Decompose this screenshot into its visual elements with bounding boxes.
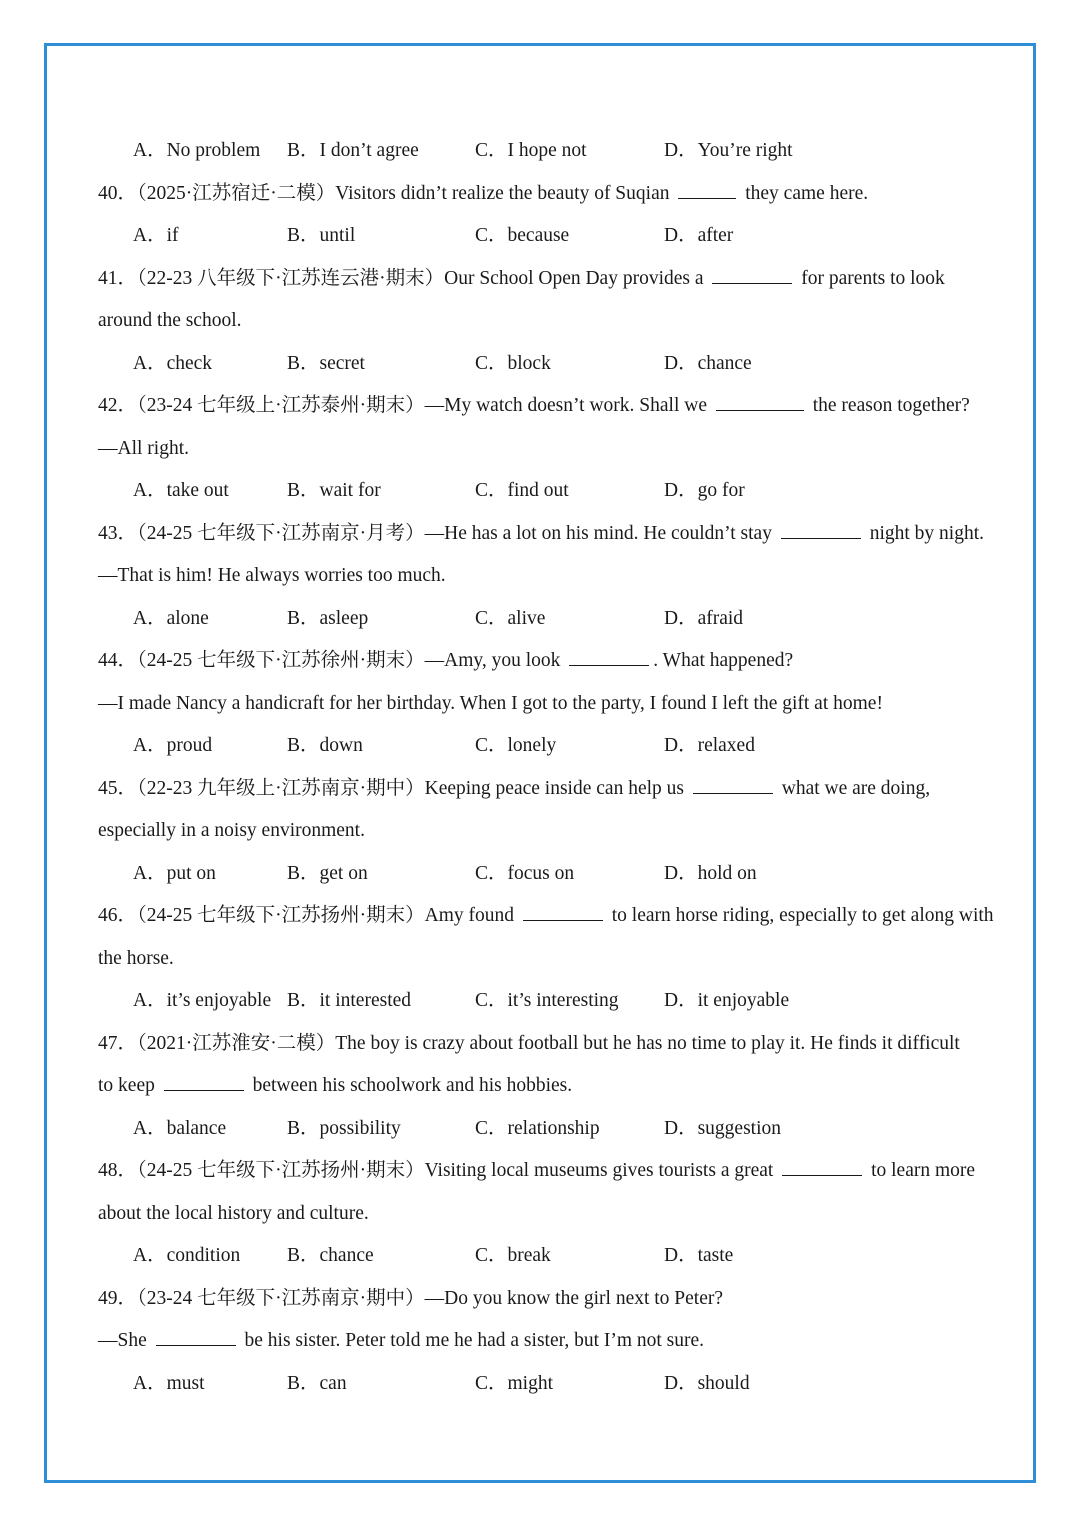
question-text: for parents to look (796, 267, 945, 289)
question-text: （24-25 七年级下·江苏扬州·期末）Visiting local museums gives tourists a great (137, 1160, 779, 1181)
question-stem (98, 768, 988, 811)
question-text: to keep (98, 1075, 160, 1096)
question-item (98, 385, 988, 513)
option-c[interactable]: C．alive (475, 607, 546, 629)
option-a[interactable]: A．put on (133, 862, 216, 884)
question-text: （23-24 七年级下·江苏南京·期中）—Do you know the girl next to Peter? (137, 1287, 724, 1309)
question-text: be his sister. Peter told me he had a sister, but I’m not sure. (239, 1330, 705, 1351)
options-row (98, 343, 988, 386)
option-c[interactable]: C．I hope not (475, 140, 587, 161)
options-row (98, 853, 988, 896)
option-c[interactable]: C．focus on (475, 862, 575, 884)
question-stem (98, 173, 988, 216)
answer-blank[interactable] (781, 520, 861, 539)
options-row (98, 215, 988, 258)
question-number: 46． (98, 905, 138, 926)
question-item (98, 1150, 988, 1278)
question-item (98, 640, 988, 768)
question-text: around the school. (98, 310, 242, 331)
option-d[interactable]: D．taste (664, 1245, 734, 1266)
option-d[interactable]: D．relaxed (664, 735, 755, 756)
question-text: —She (98, 1330, 152, 1351)
option-b[interactable]: B．secret (287, 352, 365, 374)
option-c[interactable]: C．find out (475, 480, 569, 501)
option-d[interactable]: D．suggestion (664, 1117, 782, 1139)
answer-blank[interactable] (716, 392, 804, 411)
option-b[interactable]: B．possibility (287, 1117, 401, 1139)
question-text: （24-25 七年级下·江苏扬州·期末）Amy found (137, 905, 519, 926)
question-text: （24-25 七年级下·江苏徐州·期末）—Amy, you look (137, 650, 566, 671)
question-stem-continued (98, 555, 988, 598)
option-a[interactable]: A．No problem (133, 140, 261, 161)
option-a[interactable]: A．if (133, 225, 179, 246)
option-d[interactable]: D．should (664, 1372, 750, 1394)
answer-blank[interactable] (782, 1157, 862, 1176)
option-b[interactable]: B．asleep (287, 607, 369, 629)
question-number: 45． (98, 777, 138, 799)
options-row (98, 470, 988, 513)
question-text: —All right. (98, 437, 189, 459)
answer-blank[interactable] (523, 902, 603, 921)
question-stem-continued (98, 428, 988, 471)
question-item (98, 258, 988, 386)
option-b[interactable]: B．can (287, 1372, 347, 1394)
question-text: （2025·江苏宿迁·二模）Visitors didn’t realize the beauty of Suqian (137, 182, 675, 204)
question-text: night by night. (864, 522, 985, 544)
option-b[interactable]: B．down (287, 735, 363, 756)
question-text: —I made Nancy a handicraft for her birthday. When I got to the party, I found I left the gift at home! (98, 692, 883, 714)
question-stem (98, 1023, 988, 1066)
option-c[interactable]: C．block (475, 352, 551, 374)
answer-blank[interactable] (678, 180, 736, 199)
question-number: 41． (98, 267, 138, 289)
question-stem-continued (98, 938, 988, 981)
question-text: （22-23 八年级下·江苏连云港·期末）Our School Open Day provides a (137, 267, 709, 289)
question-stem (98, 385, 988, 428)
option-b[interactable]: B．until (287, 225, 356, 246)
option-d[interactable]: D．go for (664, 480, 745, 501)
option-d[interactable]: D．after (664, 225, 734, 246)
question-text: （22-23 九年级上·江苏南京·期中）Keeping peace inside can help us (137, 777, 689, 799)
answer-blank[interactable] (693, 775, 773, 794)
question-number: 43． (98, 522, 138, 544)
question-list (98, 130, 994, 1405)
option-d[interactable]: D．it enjoyable (664, 990, 790, 1011)
question-text: what we are doing, (776, 777, 931, 799)
options-row (98, 1235, 988, 1278)
question-stem (98, 895, 994, 938)
option-c[interactable]: C．break (475, 1245, 551, 1266)
question-stem (98, 258, 988, 301)
option-d[interactable]: D．chance (664, 352, 752, 374)
question-number: 44． (98, 650, 138, 671)
question-text: to learn horse riding, especially to get along with (606, 905, 994, 926)
question-number: 42． (98, 395, 138, 416)
option-c[interactable]: C．relationship (475, 1117, 600, 1139)
option-a[interactable]: A．check (133, 352, 213, 374)
question-text: —That is him! He always worries too much. (98, 565, 446, 586)
option-c[interactable]: C．might (475, 1372, 554, 1394)
option-a[interactable]: A．alone (133, 607, 209, 629)
options-row (98, 725, 988, 768)
option-b[interactable]: B．chance (287, 1245, 374, 1266)
question-number: 47． (98, 1032, 138, 1054)
option-d[interactable]: D．You’re right (664, 140, 793, 161)
question-item (98, 895, 994, 1023)
question-text: to learn more (866, 1160, 976, 1181)
option-c[interactable]: C．because (475, 225, 570, 246)
question-item (98, 1023, 988, 1151)
question-stem (98, 513, 988, 556)
option-a[interactable]: A．condition (133, 1245, 241, 1266)
answer-blank[interactable] (164, 1072, 244, 1091)
question-stem (98, 1278, 988, 1321)
options-row (98, 1363, 988, 1406)
question-text: they came here. (740, 182, 869, 204)
question-item (98, 173, 988, 258)
option-d[interactable]: D．hold on (664, 862, 757, 884)
question-stem (98, 640, 988, 683)
option-b[interactable]: B．it interested (287, 990, 412, 1011)
option-a[interactable]: A．it’s enjoyable (133, 990, 272, 1011)
option-a[interactable]: A．balance (133, 1117, 227, 1139)
options-row (98, 980, 988, 1023)
options-row (98, 598, 988, 641)
question-stem (98, 1150, 988, 1193)
question-text: especially in a noisy environment. (98, 820, 365, 841)
question-text: （23-24 七年级上·江苏泰州·期末）—My watch doesn’t work. Shall we (137, 395, 712, 416)
options-row-39 (98, 130, 988, 173)
question-item (98, 768, 988, 896)
question-text: . What happened? (653, 650, 794, 671)
option-b[interactable]: B．I don’t agree (287, 140, 419, 161)
question-stem-continued (98, 683, 988, 726)
answer-blank[interactable] (569, 647, 649, 666)
question-number: 40． (98, 182, 138, 204)
question-stem-continued (98, 1320, 988, 1363)
option-c[interactable]: C．it’s interesting (475, 990, 619, 1011)
answer-blank[interactable] (156, 1327, 236, 1346)
question-text: about the local history and culture. (98, 1202, 369, 1224)
option-b[interactable]: B．get on (287, 862, 368, 884)
option-a[interactable]: A．take out (133, 480, 229, 501)
question-number: 48． (98, 1160, 138, 1181)
question-text: （2021·江苏淮安·二模）The boy is crazy about football but he has no time to play it. He finds it difficult (137, 1032, 960, 1054)
question-stem-continued (98, 1193, 988, 1236)
question-item (98, 513, 988, 641)
question-stem-continued (98, 300, 988, 343)
question-item (98, 1278, 988, 1406)
options-row (98, 1108, 988, 1151)
option-d[interactable]: D．afraid (664, 607, 744, 629)
option-a[interactable]: A．proud (133, 735, 213, 756)
question-text: （24-25 七年级下·江苏南京·月考）—He has a lot on his mind. He couldn’t stay (137, 522, 777, 544)
question-text: the horse. (98, 947, 174, 969)
question-stem-continued (98, 810, 988, 853)
option-c[interactable]: C．lonely (475, 735, 557, 756)
question-stem-continued (98, 1065, 988, 1108)
question-text: the reason together? (807, 395, 970, 416)
answer-blank[interactable] (712, 265, 792, 284)
option-b[interactable]: B．wait for (287, 480, 381, 501)
question-text: between his schoolwork and his hobbies. (247, 1075, 573, 1096)
option-a[interactable]: A．must (133, 1372, 205, 1394)
question-number: 49． (98, 1287, 138, 1309)
